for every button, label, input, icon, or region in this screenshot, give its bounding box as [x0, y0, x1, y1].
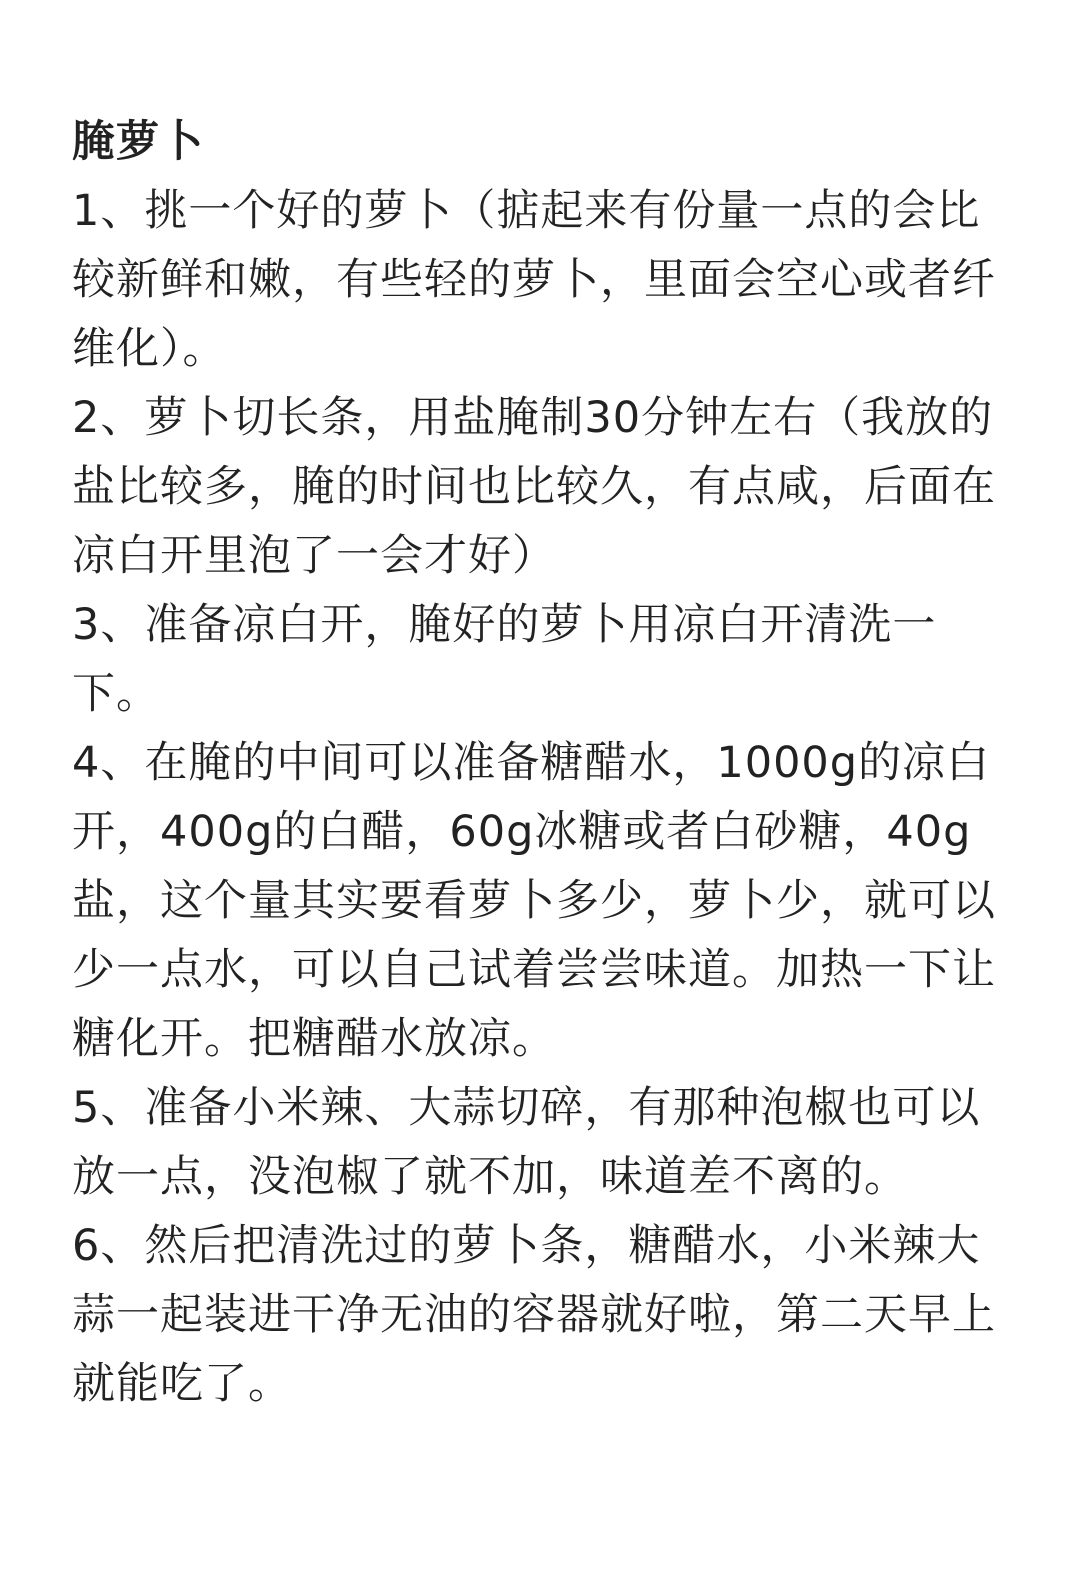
step-2: 2、萝卜切长条，用盐腌制30分钟左右（我放的盐比较多，腌的时间也比较久，有点咸，后面在凉白开里泡了一会才好）	[72, 393, 996, 581]
step-5: 5、准备小米辣、大蒜切碎，有那种泡椒也可以放一点，没泡椒了就不加，味道差不离的。	[72, 1083, 981, 1202]
step-3: 3、准备凉白开，腌好的萝卜用凉白开清洗一下。	[72, 600, 937, 719]
step-6: 6、然后把清洗过的萝卜条，糖醋水，小米辣大蒜一起装进干净无油的容器就好啦，第二天早上就能吃了。	[72, 1221, 996, 1409]
note-title: 腌萝卜	[72, 117, 204, 167]
cropped-header-text	[0, 0, 1080, 16]
step-1: 1、挑一个好的萝卜（掂起来有份量一点的会比较新鲜和嫩，有些轻的萝卜，里面会空心或者纤维化）。	[72, 186, 996, 374]
step-4: 4、在腌的中间可以准备糖醋水，1000g的凉白开，400g的白醋，60g冰糖或者白砂糖，40g盐，这个量其实要看萝卜多少，萝卜少，就可以少一点水，可以自己试着尝尝味道。加热一下让糖化开。把糖醋水放凉。	[72, 738, 996, 1064]
note-content	[72, 108, 1008, 1419]
